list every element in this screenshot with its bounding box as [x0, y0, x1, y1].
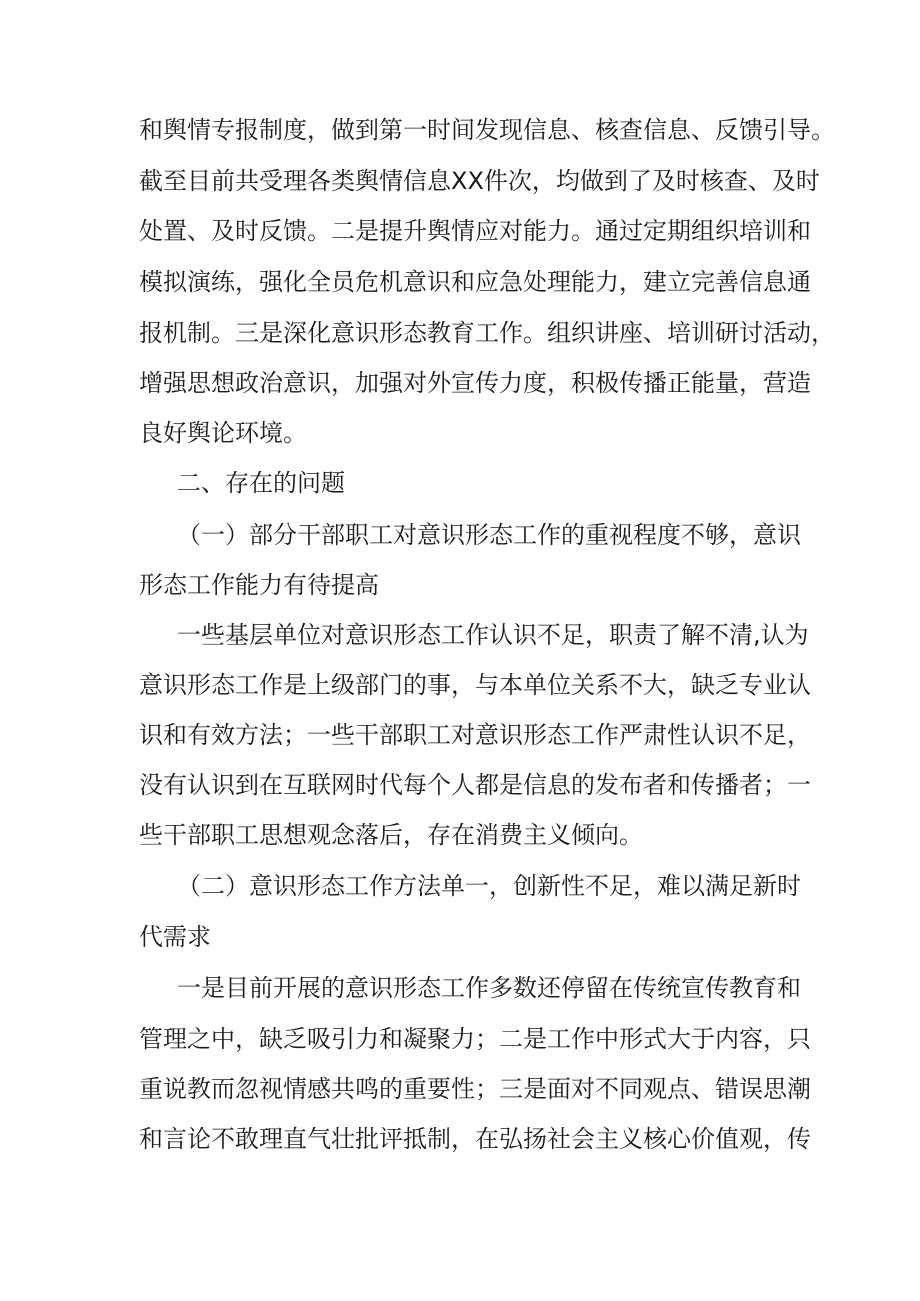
text-line: 良好舆论环境。 — [139, 419, 307, 447]
text-line: 识和有效方法；一些干部职工对意识形态工作严肃性认识不足， — [139, 721, 811, 749]
text-line: 重说教而忽视情感共鸣的重要性；三是面对不同观点、错误思潮 — [139, 1075, 811, 1103]
text-line: 一些基层单位对意识形态工作认识不足，职责了解不清,认为 — [177, 621, 809, 649]
text-line: 一是目前开展的意识形态工作多数还停留在传统宣传教育和 — [177, 974, 801, 1002]
text-line: 些干部职工思想观念落后，存在消费主义倾向。 — [139, 821, 643, 849]
text-line: 截至目前共受理各类舆情信息XX件次，均做到了及时核查、及时 — [139, 167, 820, 195]
text-line: 和言论不敢理直气壮批评抵制，在弘扬社会主义核心价值观，传 — [139, 1125, 811, 1153]
subsection-heading: 形态工作能力有待提高 — [139, 571, 379, 599]
subsection-heading: （一）部分干部职工对意识形态工作的重视程度不够，意识 — [177, 521, 801, 549]
subsection-heading: （二）意识形态工作方法单一，创新性不足，难以满足新时 — [177, 872, 801, 900]
text-line: 处置、及时反馈。二是提升舆情应对能力。通过定期组织培训和 — [139, 217, 811, 245]
text-line: 报机制。三是深化意识形态教育工作。组织讲座、培训研讨活动， — [139, 319, 835, 347]
text-line: 意识形态工作是上级部门的事，与本单位关系不大，缺乏专业认 — [139, 671, 811, 699]
section-heading: 二、存在的问题 — [177, 469, 345, 497]
text-line: 增强思想政治意识，加强对外宣传力度，积极传播正能量，营造 — [139, 369, 811, 397]
text-line: 管理之中，缺乏吸引力和凝聚力；二是工作中形式大于内容，只 — [139, 1025, 811, 1053]
text-line: 模拟演练，强化全员危机意识和应急处理能力，建立完善信息通 — [139, 268, 811, 296]
subsection-heading: 代需求 — [139, 923, 211, 951]
text-line: 和舆情专报制度，做到第一时间发现信息、核查信息、反馈引导。 — [139, 116, 835, 144]
text-line: 没有认识到在互联网时代每个人都是信息的发布者和传播者；一 — [139, 771, 811, 799]
